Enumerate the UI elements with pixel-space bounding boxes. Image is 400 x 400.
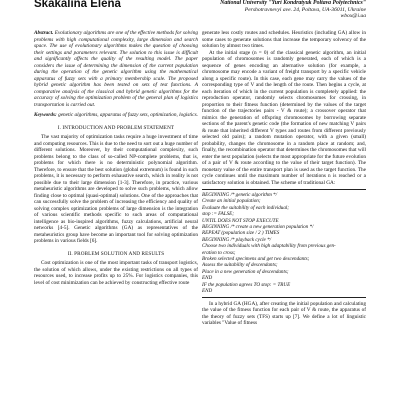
section-heading-introduction: I. INTRODUCTION AND PROBLEM STATEMENT	[57, 124, 175, 131]
algorithm-line: eration to cross;	[202, 249, 236, 256]
paragraph-continued: generate less costly routes and schedules. Heuristics (including GA) allow in some cases to generate solutions that increase the temporary solvency of the solution by almost two times.	[202, 30, 366, 49]
algorithm-line: stop := FALSE;	[202, 211, 234, 218]
algorithm-line: END	[202, 288, 213, 295]
left-column	[34, 30, 198, 286]
paragraph-hybrid-ga: In a hybrid GA (HGA), after creating the initial population and calculating the value of the fitness function for each pair of V & route, the apparatus of the theory of fuzzy sets (TFS) starts up [7]. We define a lot of linguistic variables "Value of fitness	[202, 300, 366, 326]
keywords-label: Keywords:	[34, 112, 57, 118]
paper-header	[0, 0, 400, 28]
algorithm-line: Choose two individuals with high adaptability from previous gen-	[202, 243, 336, 250]
abstract-text: Evolutionary algorithms are one of the effective methods for solving problems with high computational complexity, large dimension and search space. The use of evolutionary algorithms makes the question of choosing their settings and parameters relevant. The solution to this issue is difficult and significantly affects the quality of the resulting model. The paper considers the issue of determining the dimension of the current population during the operation of the genetic algorithm using the mathematical apparatus of fuzzy sets with a primary membership scale. The proposed hybrid genetic algorithm has been tested on sets of test functions. A comparative analysis of the classical and hybrid genetic algorithms for the accuracy of solving the optimization problem of the general plan of logistics transportation is carried out.	[34, 30, 198, 108]
algorithm-line: BEGINNING /* playback cycle */	[202, 236, 272, 243]
algorithm-listing	[202, 189, 366, 298]
algorithm-line: Place in a new generation of descendants;	[202, 268, 289, 275]
university-address: Pershotravnevyi ave. 24, Poltava, UA-36011, Ukraine	[244, 6, 366, 13]
author-name: Skakalina Elena	[34, 0, 121, 10]
algorithm-line: BEGINNING /* genetic algorithm */	[202, 192, 277, 198]
algorithm-line: IF the population agrees TO stop: = TRUE	[202, 281, 291, 288]
algorithm-line: Create an initial population;	[202, 198, 261, 205]
algorithm-line: REPEAT (population size / 2 ) TIMES	[202, 230, 280, 237]
algorithm-line: Evaluate the suitability of each individual;	[202, 204, 289, 211]
algorithm-line: Broken selected specimens and get two descendants;	[202, 256, 310, 263]
right-column	[202, 30, 366, 327]
algorithm-line: BEGINNING /* create a new generation population */	[202, 224, 314, 231]
keywords	[34, 112, 198, 119]
paragraph-classical-ga: At the initial stage (n = 0) of the classical genetic algorithm, an initial population of chromosomes is randomly generated, each of which is a sequence of genes encoding an alternative solution (for example, a chromosome may encode a variant of freight transport by a specific vehicle along a specific route). In this case, each gene may carry the values of the corresponding type of V and the length of the route. Then begins a cycle, at each iteration of which in the current population is completely applied: the reproduction operator, randomly selects chromosomes for crossing, in proportion to their fitness function (determined by the values of the target function of the trajectories pairs - V & route); a crossover operator that mimics the generation of offspring chromosomes by borrowing separate sections of the parent's genetic code (the formation of new matching V pairs & route that inherited different V types and routes from different previously selected old pairs); a random mutation operator, with a given (small) probability, changes the chromosome in a random place at random; and, finally, the recombination operator that determines the chromosomes that will enter the next population (selects the most appropriate for the future evolution of a pair of V & route according to the value of their target function). The monetary value of the entire transport plan is used as the target function. The cycle continues until the maximum number of iterations n is reached or a satisfactory solution is obtained. The scheme of traditional GA:	[202, 49, 367, 186]
algorithm-line: UNTIL DOES NOT STOP EXECUTE	[202, 217, 279, 224]
university-name: National University "Yuri Kondratyuk Poltava Polytechnics"	[220, 0, 366, 6]
keywords-text: genetic algorithms, apparatus of fuzzy sets, optimization, logistics.	[58, 112, 198, 118]
algorithm-line: Assess the suitability of descendants;	[202, 262, 278, 269]
paragraph-solution: Cost optimization is one of the most important tasks of transport logistics, the solution of which allows, under the existing restrictions on all types of resources used, to increase profits up to 25%. For logistics companies, this level of cost minimization can be achieved by constructing effective route	[34, 260, 198, 286]
affiliation	[176, 0, 366, 20]
section-heading-solution: II. PROBLEM SOLUTION AND RESULTS	[67, 250, 165, 257]
algorithm-line: END	[202, 275, 213, 282]
abstract	[34, 30, 198, 108]
paragraph-introduction: The vast majority of optimization tasks require a huge investment of time and computing resources. This is due to the need to sort out a huge number of different solutions. Moreover, by their computational complexity, such problems belong to the class of so-called NP-complete problems, that is, problems for which there is no deterministic polynomial algorithm. Therefore, to ensure that the best solution (global extremum) is found in such problems, it is necessary to perform exhaustive search, which in reality is not possible due to their large dimension [1-3]. Therefore, in practice, various metaheuristic algorithms are developed to solve such problems, which allow finding close to optimal (quasi-optimal) solutions. One of the approaches that can successfully solve the problem of increasing the efficiency and quality of solving complex optimization problems of large dimension is the integration of various scientific methods specific to such areas of computational intelligence as bio-inspired algorithms, fuzzy calculations, artificial neural networks [4-5]. Genetic algorithms (GA) as representatives of the metaheuristics group have become an important tool for solving optimization problems in various fields [6].	[34, 134, 198, 244]
author-email: wbox@i.ua	[340, 13, 366, 20]
abstract-label: Abstract.	[34, 30, 54, 36]
